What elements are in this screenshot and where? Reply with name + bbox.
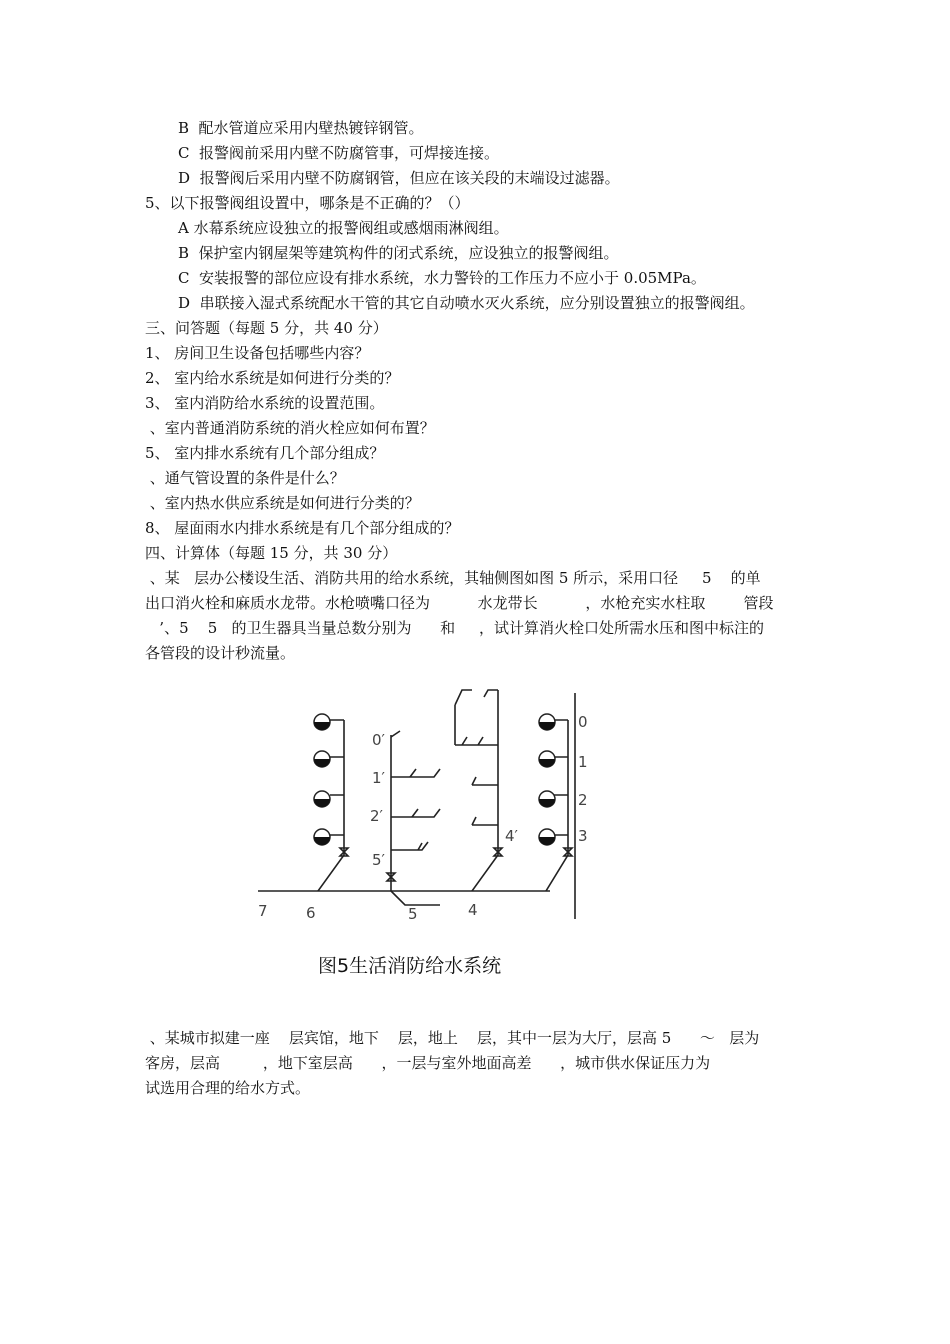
q4-option-b: B 配水管道应采用内壁热镀锌钢管。	[178, 119, 424, 137]
q5-option-a: A 水幕系统应设独立的报警阀组或感烟雨淋阀组。	[178, 219, 509, 237]
figure-caption: 图5生活消防给水系统	[318, 955, 502, 977]
node-label: 0′	[372, 731, 385, 749]
fire-hydrant-icon	[314, 829, 330, 845]
node-label: 4′	[505, 827, 518, 845]
calc-1-line: 各管段的设计秒流量。	[145, 644, 296, 662]
node-label: 6	[306, 904, 316, 922]
question-item: 、通气管设置的条件是什么？	[145, 469, 345, 487]
node-label: 3	[578, 827, 588, 845]
calc-1-line: 出口消火栓和麻质水龙带。水枪喷嘴口径为 水龙带长 ，水枪充实水柱取 管段	[145, 594, 774, 612]
q4-option-c: C 报警阀前采用内壁不防腐管事，可焊接连接。	[178, 144, 500, 162]
question-item: 8、 屋面雨水内排水系统是有几个部分组成的？	[145, 519, 460, 537]
fire-hydrant-icon	[539, 829, 555, 845]
question-item: 2、 室内给水系统是如何进行分类的？	[145, 369, 400, 387]
section-3-heading: 三、问答题（每题 5 分，共 40 分）	[145, 319, 388, 337]
question-5: 5、以下报警阀组设置中，哪条是不正确的？（）	[145, 194, 470, 212]
fire-hydrant-icon	[314, 791, 330, 807]
node-label: 2	[578, 791, 588, 809]
node-label: 1′	[372, 769, 385, 787]
node-label: 5′	[372, 851, 385, 869]
fire-hydrant-icon	[314, 714, 330, 730]
q5-option-b: B 保护室内钢屋架等建筑构件的闭式系统，应设独立的报警阀组。	[178, 244, 619, 262]
calc-1-line: 、某 层办公楼设生活、消防共用的给水系统，其轴侧图如图 5 所示，采用口径 5 的单	[145, 569, 761, 587]
q5-option-d: D 串联接入湿式系统配水干管的其它自动喷水灭火系统，应分别设置独立的报警阀组。	[178, 294, 755, 312]
fire-hydrant-icon	[539, 714, 555, 730]
q4-option-d: D 报警阀后采用内壁不防腐钢管，但应在该关段的末端设过滤器。	[178, 169, 620, 187]
fire-hydrant-icon	[314, 751, 330, 767]
section-4-heading: 四、计算体（每题 15 分，共 30 分）	[145, 544, 398, 562]
fire-hydrant-icon	[539, 751, 555, 767]
q5-option-c: C 安装报警的部位应设有排水系统，水力警铃的工作压力不应小于 0.05MPa。	[178, 269, 706, 287]
calc-2-line: 、某城市拟建一座 层宾馆，地下 层，地上 层，其中一层为大厅，层高 5 ～ 层为	[145, 1029, 760, 1047]
calc-2-line: 试选用合理的给水方式。	[145, 1079, 311, 1097]
calc-2-line: 客房，层高 ，地下室层高 ，一层与室外地面高差 ，城市供水保证压力为	[145, 1054, 711, 1072]
question-item: 、室内热水供应系统是如何进行分类的？	[145, 494, 420, 512]
question-item: 3、 室内消防给水系统的设置范围。	[145, 394, 385, 412]
node-label: 5	[408, 905, 418, 923]
node-label: 1	[578, 753, 588, 771]
question-item: 5、 室内排水系统有几个部分组成？	[145, 444, 385, 462]
node-label: 2′	[370, 807, 383, 825]
node-label: 0	[578, 713, 588, 731]
calc-1-line: ’、5 5 的卫生器具当量总数分别为 和 ，试计算消火栓口处所需水压和图中标注的	[145, 619, 764, 637]
node-label: 4	[468, 901, 478, 919]
question-item: 1、 房间卫生设备包括哪些内容？	[145, 344, 370, 362]
node-label: 7	[258, 902, 268, 920]
question-item: 、室内普通消防系统的消火栓应如何布置？	[145, 419, 435, 437]
water-supply-system-diagram	[250, 685, 610, 925]
fire-hydrant-icon	[539, 791, 555, 807]
